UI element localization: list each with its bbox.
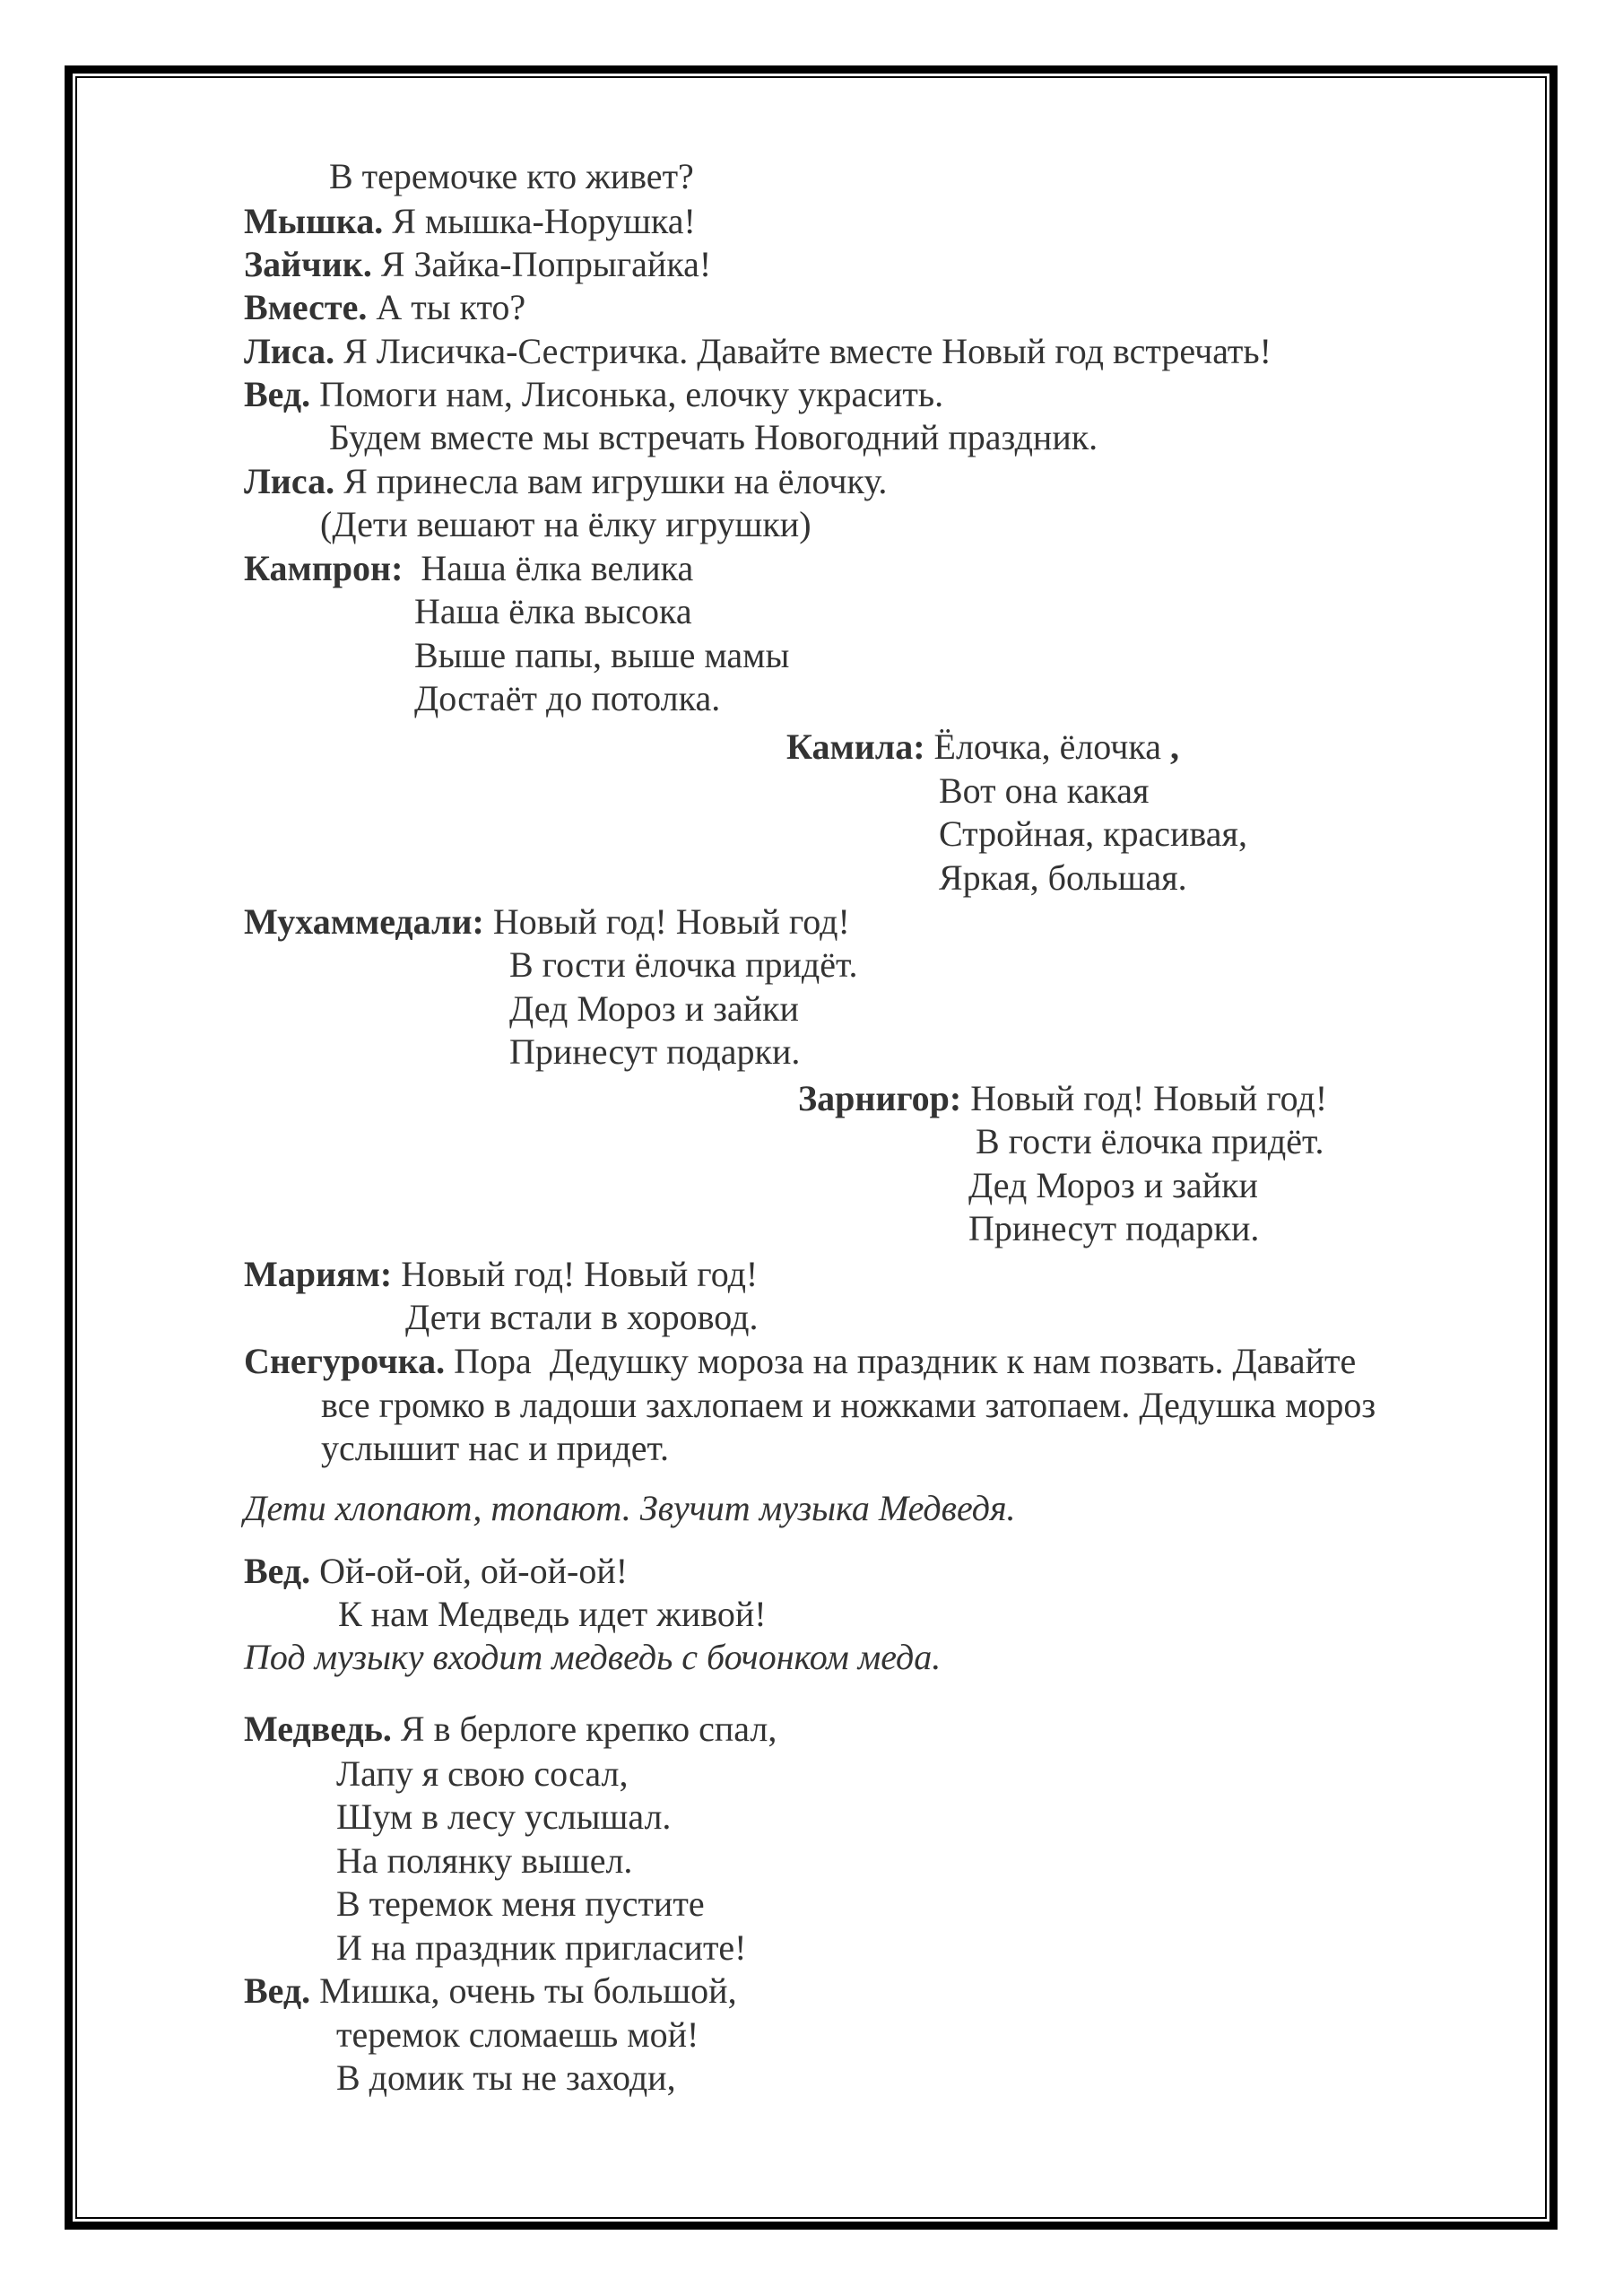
line-text: В гости ёлочка придёт.	[976, 1121, 1324, 1161]
dialogue-line	[244, 1709, 777, 1750]
line-text: В домик ты не заходи,	[336, 2057, 676, 2098]
stage-direction	[244, 1488, 1016, 1529]
line-text: Я Зайка-Попрыгайка!	[371, 244, 712, 284]
verse-line	[336, 1927, 747, 1969]
line-text: Дед Мороз и зайки	[509, 988, 799, 1029]
speaker-name: Снегурочка.	[244, 1341, 446, 1381]
line-text: Я принесла вам игрушки на ёлочку.	[334, 461, 888, 501]
line-text: Наша ёлка высока	[414, 591, 692, 631]
line-text: Я в берлоге крепко спал,	[391, 1709, 777, 1749]
line-text: Яркая, большая.	[939, 857, 1187, 898]
verse-line	[939, 813, 1247, 855]
speaker-name: Мариям:	[244, 1254, 393, 1294]
trailing-comma: ,	[1169, 726, 1179, 767]
dialogue-line	[244, 548, 693, 589]
line-text: В теремочке кто живет?	[329, 156, 694, 196]
speaker-name: Вед.	[244, 374, 311, 414]
verse-line	[336, 2057, 676, 2099]
line-text: Под музыку входит медведь с бочонком меда.	[244, 1637, 942, 1677]
line-text: Принесут подарки.	[509, 1031, 801, 1072]
speaker-name: Зайчик.	[244, 244, 372, 284]
verse-line	[414, 635, 789, 676]
line-text: И на праздник пригласите!	[336, 1927, 747, 1968]
verse-line	[336, 1840, 632, 1882]
line-text: Лапу я свою сосал,	[336, 1753, 629, 1794]
verse-line	[321, 1428, 669, 1469]
dialogue-line	[244, 461, 887, 502]
dialogue-line	[244, 374, 943, 415]
line-text: Наша ёлка велика	[403, 548, 694, 588]
verse-line	[968, 1208, 1259, 1249]
line-text: В гости ёлочка придёт.	[509, 944, 858, 985]
dialogue-line	[244, 1254, 758, 1295]
dialogue-line	[244, 1970, 737, 2012]
line-text: Стройная, красивая,	[939, 813, 1247, 854]
verse-line	[336, 1753, 628, 1795]
line-text: Я Лисичка-Сестричка. Давайте вместе Новый год встречать!	[334, 331, 1271, 371]
line-text: Принесут подарки.	[968, 1208, 1260, 1248]
verse-line	[414, 678, 720, 719]
line-text: Шум в лесу услышал.	[336, 1796, 672, 1837]
line-text: Пора Дедушку мороза на праздник к нам позвать. Давайте	[445, 1341, 1357, 1381]
speaker-name: Мышка.	[244, 201, 384, 241]
line-text: Помоги нам, Лисонька, елочку украсить.	[310, 374, 944, 414]
verse-line	[939, 857, 1187, 899]
speaker-name: Мухаммедали:	[244, 901, 484, 942]
dialogue-line	[329, 156, 694, 197]
line-text: Новый год! Новый год!	[961, 1078, 1328, 1118]
line-text: Мишка, очень ты большой,	[310, 1970, 737, 2011]
verse-line	[336, 2014, 699, 2056]
line-text: Новый год! Новый год!	[483, 901, 850, 942]
verse-line	[509, 988, 799, 1030]
verse-line	[509, 1031, 800, 1073]
line-text: Я мышка-Норушка!	[383, 201, 696, 241]
verse-line	[509, 944, 858, 986]
speaker-name: Вед.	[244, 1551, 311, 1591]
dialogue-line	[329, 417, 1098, 458]
line-text: услышит нас и придет.	[321, 1428, 669, 1468]
line-text: Вот она какая	[939, 770, 1150, 811]
line-text: Дети хлопают, топают. Звучит музыка Медведя.	[244, 1488, 1016, 1528]
line-text: В теремок меня пустите	[336, 1883, 705, 1924]
speaker-name: Зарнигор:	[798, 1078, 962, 1118]
line-text: Дети встали в хоровод.	[405, 1297, 759, 1337]
verse-line	[338, 1594, 767, 1635]
line-text: Ёлочка, ёлочка	[924, 726, 1170, 767]
verse-line	[968, 1165, 1258, 1206]
verse-line	[939, 770, 1149, 812]
line-text: На полянку вышел.	[336, 1840, 633, 1881]
stage-direction	[244, 1637, 941, 1678]
dialogue-line	[244, 201, 696, 242]
line-text: К нам Медведь идет живой!	[338, 1594, 767, 1634]
verse-line	[405, 1297, 758, 1338]
line-text: Дед Мороз и зайки	[968, 1165, 1258, 1205]
line-text: Достаёт до потолка.	[414, 678, 721, 718]
line-text: Выше папы, выше мамы	[414, 635, 790, 675]
verse-line	[336, 1883, 705, 1925]
speaker-name: Лиса.	[244, 461, 335, 501]
line-text: (Дети вешают на ёлку игрушки)	[320, 504, 812, 544]
line-text: все громко в ладоши захлопаем и ножками затопаем. Дедушка мороз	[321, 1385, 1376, 1425]
speaker-name: Медведь.	[244, 1709, 392, 1749]
verse-line	[336, 1796, 671, 1838]
line-text: Новый год! Новый год!	[392, 1254, 759, 1294]
speaker-name: Вед.	[244, 1970, 311, 2011]
verse-line	[976, 1121, 1324, 1162]
verse-line	[321, 1385, 1376, 1426]
speaker-name: Лиса.	[244, 331, 335, 371]
dialogue-line	[244, 287, 525, 328]
line-text: теремок сломаешь мой!	[336, 2014, 699, 2055]
speaker-name: Камила:	[786, 726, 925, 767]
dialogue-line	[798, 1078, 1327, 1119]
dialogue-line	[244, 331, 1271, 372]
verse-line	[414, 591, 692, 632]
dialogue-line	[786, 726, 1179, 768]
line-text: Будем вместе мы встречать Новогодний праздник.	[329, 417, 1098, 457]
line-text: А ты кто?	[367, 287, 526, 327]
stage-direction	[320, 504, 812, 545]
dialogue-line	[244, 1341, 1356, 1382]
dialogue-line	[244, 901, 850, 943]
speaker-name: Кампрон:	[244, 548, 404, 588]
dialogue-line	[244, 244, 711, 285]
line-text: Ой-ой-ой, ой-ой-ой!	[310, 1551, 629, 1591]
speaker-name: Вместе.	[244, 287, 368, 327]
dialogue-line	[244, 1551, 628, 1592]
